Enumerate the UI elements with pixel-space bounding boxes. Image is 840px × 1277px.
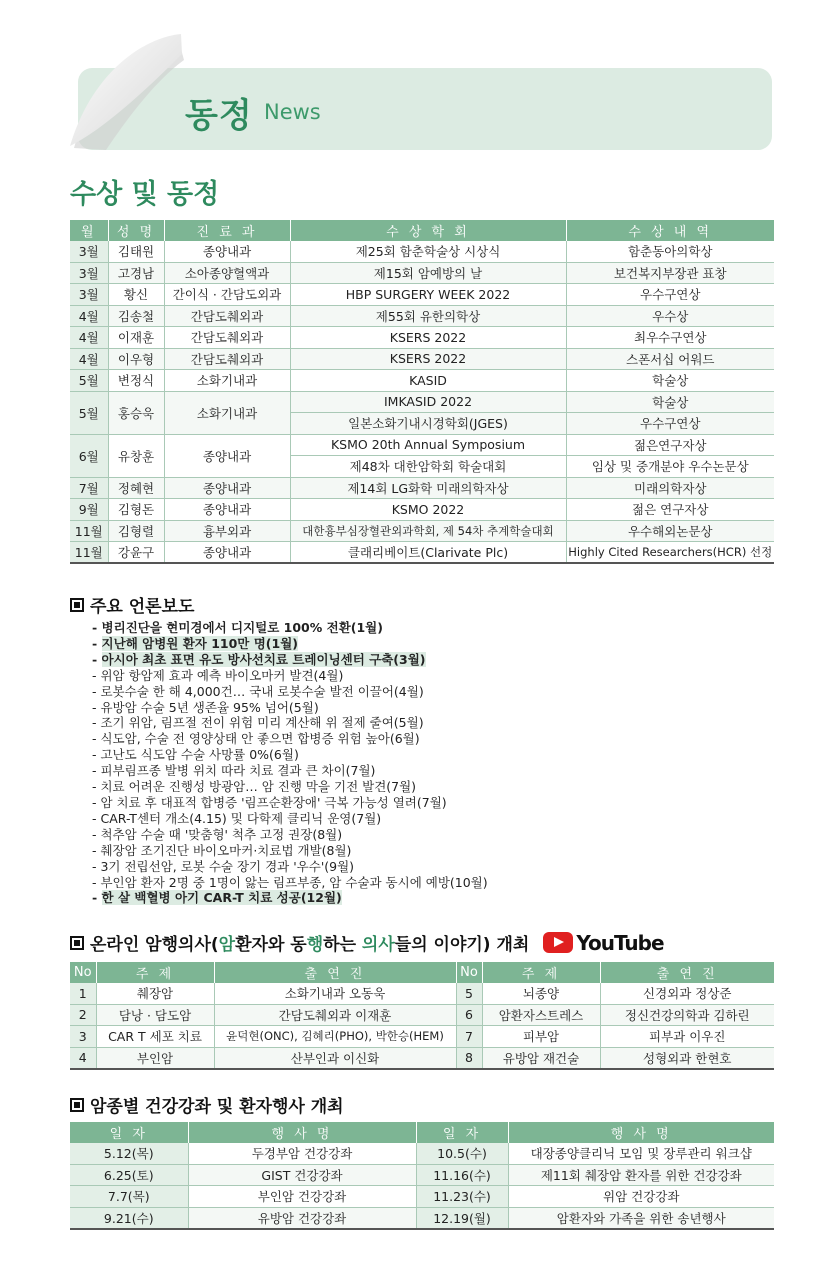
dept-cell: 종양내과 — [164, 434, 290, 477]
no-cell: 8 — [456, 1047, 482, 1069]
month-cell: 11월 — [70, 520, 108, 542]
date-cell: 11.23(수) — [416, 1186, 508, 1208]
list-item-text: 조기 위암, 림프절 전이 위험 미리 계산해 위 절제 줄여(5월) — [100, 715, 424, 731]
col-header-no: No — [70, 963, 96, 983]
award-cell: 젊은연구자상 — [566, 434, 774, 456]
month-cell: 7월 — [70, 477, 108, 499]
table-row — [70, 391, 774, 413]
list-item — [92, 795, 792, 811]
list-item — [92, 684, 792, 700]
page-curl-decoration — [66, 30, 196, 152]
table-row — [70, 370, 774, 392]
name-cell: 김형렬 — [108, 520, 164, 542]
month-cell: 4월 — [70, 305, 108, 327]
table-row — [70, 1143, 774, 1165]
dept-cell: 소화기내과 — [164, 370, 290, 392]
event-cell: GIST 건강강좌 — [188, 1164, 416, 1186]
society-cell: 제15회 암예방의 날 — [290, 262, 566, 284]
name-cell: 황신 — [108, 284, 164, 306]
award-cell: 최우수구연상 — [566, 327, 774, 349]
month-cell: 3월 — [70, 284, 108, 306]
award-cell: 우수해외논문상 — [566, 520, 774, 542]
society-cell: IMKASID 2022 — [290, 391, 566, 413]
col-header-no: No — [456, 963, 482, 983]
name-cell: 이재훈 — [108, 327, 164, 349]
table-row — [70, 520, 774, 542]
table-row — [70, 1026, 774, 1048]
list-item — [92, 843, 792, 859]
award-cell: Highly Cited Researchers(HCR) 선정 — [566, 542, 774, 564]
list-item-text: 위암 항암제 효과 예측 바이오마커 발견(4월) — [100, 667, 344, 683]
month-cell: 4월 — [70, 348, 108, 370]
col-header-date: 일 자 — [416, 1123, 508, 1143]
month-cell: 4월 — [70, 327, 108, 349]
name-cell: 홍승욱 — [108, 391, 164, 434]
banner-subtitle: News — [264, 100, 321, 124]
online-title-text — [90, 930, 529, 955]
list-item-text: 식도암, 수술 전 영양상태 안 좋으면 합병증 위험 높아(6월) — [100, 731, 420, 747]
society-cell: 제48차 대한암학회 학술대회 — [290, 456, 566, 478]
topic-cell: CAR T 세포 치료 — [96, 1026, 214, 1048]
list-item-text: 치료 어려운 진행성 방광암… 암 진행 막을 기전 발견(7월) — [100, 779, 417, 795]
table-row — [70, 983, 774, 1005]
table-row — [70, 348, 774, 370]
month-cell: 5월 — [70, 391, 108, 434]
list-item — [92, 875, 792, 891]
award-cell: 학술상 — [566, 370, 774, 392]
cast-cell: 윤덕현(ONC), 김혜리(PHO), 박한승(HEM) — [214, 1026, 456, 1048]
dept-cell: 간담도췌외과 — [164, 327, 290, 349]
no-cell: 7 — [456, 1026, 482, 1048]
society-cell: HBP SURGERY WEEK 2022 — [290, 284, 566, 306]
list-item-text: 췌장암 조기진단 바이오마커·치료법 개발(8월) — [100, 842, 352, 858]
topic-cell: 췌장암 — [96, 983, 214, 1005]
list-item-text: 부인암 환자 2명 중 1명이 앓는 림프부종, 암 수술과 동시에 예방(10월) — [100, 874, 488, 890]
title-part-highlight: 행 — [306, 935, 324, 955]
square-bullet-icon — [70, 1098, 84, 1112]
society-cell: KSERS 2022 — [290, 327, 566, 349]
society-cell: KSERS 2022 — [290, 348, 566, 370]
list-item — [92, 763, 792, 779]
list-item — [92, 668, 792, 684]
event-cell: 유방암 건강강좌 — [188, 1207, 416, 1229]
month-cell: 3월 — [70, 241, 108, 263]
name-cell: 변정식 — [108, 370, 164, 392]
col-header-award: 수 상 내 역 — [566, 221, 774, 241]
dept-cell: 종양내과 — [164, 241, 290, 263]
list-item — [92, 652, 792, 668]
press-list — [92, 620, 792, 906]
dept-cell: 소아종양혈액과 — [164, 262, 290, 284]
society-cell: 제55회 유한의학상 — [290, 305, 566, 327]
name-cell: 강윤구 — [108, 542, 164, 564]
lectures-title-text: 암종별 건강강좌 및 환자행사 개최 — [90, 1097, 344, 1117]
month-cell: 6월 — [70, 434, 108, 477]
col-header-cast: 출 연 진 — [214, 963, 456, 983]
awards-header-row — [70, 221, 774, 241]
date-cell: 7.7(목) — [70, 1186, 188, 1208]
society-cell: KASID — [290, 370, 566, 392]
table-row — [70, 262, 774, 284]
title-part: 들의 이야기) 개최 — [394, 935, 530, 955]
date-cell: 10.5(수) — [416, 1143, 508, 1165]
topic-cell: 유방암 재건술 — [482, 1047, 600, 1069]
society-cell: KSMO 2022 — [290, 499, 566, 521]
dept-cell: 종양내과 — [164, 542, 290, 564]
lectures-table — [70, 1122, 774, 1230]
col-header-cast: 출 연 진 — [600, 963, 774, 983]
award-cell: 우수구연상 — [566, 284, 774, 306]
list-item-text: 척추암 수술 때 '맞춤형' 척추 고정 권장(8월) — [100, 826, 343, 842]
table-row — [70, 477, 774, 499]
table-row — [70, 499, 774, 521]
month-cell: 9월 — [70, 499, 108, 521]
banner-title: 동정 — [185, 96, 253, 136]
online-header-row — [70, 963, 774, 983]
press-title-text: 주요 언론보도 — [90, 597, 195, 617]
no-cell: 4 — [70, 1047, 96, 1069]
dept-cell: 흉부외과 — [164, 520, 290, 542]
date-cell: 9.21(수) — [70, 1207, 188, 1229]
no-cell: 6 — [456, 1004, 482, 1026]
table-row — [70, 542, 774, 564]
list-item-text: 지난해 암병원 환자 110만 명(1월) — [101, 635, 298, 651]
list-item — [92, 731, 792, 747]
event-cell: 부인암 건강강좌 — [188, 1186, 416, 1208]
col-header-date: 일 자 — [70, 1123, 188, 1143]
youtube-logo — [543, 931, 663, 955]
list-item — [92, 859, 792, 875]
list-item-text: 유방암 수술 5년 생존율 95% 넘어(5월) — [100, 699, 319, 715]
name-cell: 유창훈 — [108, 434, 164, 477]
list-item — [92, 779, 792, 795]
table-row — [70, 327, 774, 349]
table-row — [70, 284, 774, 306]
cast-cell: 간담도췌외과 이재훈 — [214, 1004, 456, 1026]
name-cell: 김태원 — [108, 241, 164, 263]
square-bullet-icon — [70, 936, 84, 950]
no-cell: 3 — [70, 1026, 96, 1048]
list-item-text: 아시아 최초 표면 유도 방사선치료 트레이닝센터 구축(3월) — [101, 651, 426, 667]
list-item-text: 고난도 식도암 수술 사망률 0%(6월) — [100, 747, 299, 763]
event-cell: 두경부암 건강강좌 — [188, 1143, 416, 1165]
topic-cell: 부인암 — [96, 1047, 214, 1069]
youtube-play-icon — [543, 932, 573, 953]
title-part: 온라인 암행의사( — [90, 935, 219, 955]
list-item-text: 한 살 백혈병 아기 CAR-T 치료 성공(12월) — [101, 890, 342, 906]
name-cell: 김형돈 — [108, 499, 164, 521]
event-cell: 제11회 췌장암 환자를 위한 건강강좌 — [508, 1164, 774, 1186]
title-part: 하는 — [323, 935, 362, 955]
dept-cell: 간담도췌외과 — [164, 305, 290, 327]
title-part-highlight: 의사 — [361, 935, 395, 955]
society-cell: 대한흉부심장혈관외과학회, 제 54차 추계학술대회 — [290, 520, 566, 542]
topic-cell: 암환자스트레스 — [482, 1004, 600, 1026]
col-header-society: 수 상 학 회 — [290, 221, 566, 241]
award-cell: 미래의학자상 — [566, 477, 774, 499]
list-item-text: 피부림프종 발병 위치 따라 치료 결과 큰 차이(7월) — [100, 763, 376, 779]
name-cell: 고경남 — [108, 262, 164, 284]
dept-cell: 종양내과 — [164, 477, 290, 499]
table-row — [70, 241, 774, 263]
list-item — [92, 811, 792, 827]
page-title: 수상 및 동정 — [70, 179, 220, 210]
lectures-section-title — [70, 1092, 344, 1117]
society-cell: 제14회 LG화학 미래의학자상 — [290, 477, 566, 499]
list-item — [92, 890, 792, 906]
no-cell: 5 — [456, 983, 482, 1005]
cast-cell: 피부과 이우진 — [600, 1026, 774, 1048]
date-cell: 5.12(목) — [70, 1143, 188, 1165]
col-header-event: 행 사 명 — [188, 1123, 416, 1143]
dept-cell: 간이식 · 간담도외과 — [164, 284, 290, 306]
list-item-text: 암 치료 후 대표적 합병증 '림프순환장애' 극복 가능성 열려(7월) — [100, 794, 447, 810]
awards-table — [70, 220, 774, 564]
award-cell: 보건복지부장관 표창 — [566, 262, 774, 284]
award-cell: 우수상 — [566, 305, 774, 327]
society-cell: 클래리베이트(Clarivate Plc) — [290, 542, 566, 564]
col-header-topic: 주 제 — [96, 963, 214, 983]
dept-cell: 소화기내과 — [164, 391, 290, 434]
society-cell: 일본소화기내시경학회(JGES) — [290, 413, 566, 435]
list-item-text: 3기 전립선암, 로봇 수술 장기 경과 '우수'(9월) — [100, 858, 355, 874]
list-item — [92, 636, 792, 652]
online-table — [70, 962, 774, 1070]
topic-cell: 피부암 — [482, 1026, 600, 1048]
event-cell: 암환자와 가족을 위한 송년행사 — [508, 1207, 774, 1229]
table-row — [70, 1004, 774, 1026]
cast-cell: 신경외과 정상준 — [600, 983, 774, 1005]
table-row — [70, 1047, 774, 1069]
col-header-name: 성 명 — [108, 221, 164, 241]
award-cell: 우수구연상 — [566, 413, 774, 435]
topic-cell: 뇌종양 — [482, 983, 600, 1005]
event-cell: 위암 건강강좌 — [508, 1186, 774, 1208]
col-header-month: 월 — [70, 221, 108, 241]
name-cell: 김송철 — [108, 305, 164, 327]
table-row — [70, 1186, 774, 1208]
award-cell: 스폰서십 어워드 — [566, 348, 774, 370]
society-cell: KSMO 20th Annual Symposium — [290, 434, 566, 456]
topic-cell: 담낭 · 담도암 — [96, 1004, 214, 1026]
society-cell: 제25회 함춘학술상 시상식 — [290, 241, 566, 263]
name-cell: 정혜현 — [108, 477, 164, 499]
list-item — [92, 747, 792, 763]
name-cell: 이우형 — [108, 348, 164, 370]
list-item-text: 병리진단을 현미경에서 디지털로 100% 전환(1월) — [101, 620, 383, 635]
press-section-title — [70, 592, 194, 617]
online-section-title — [70, 930, 664, 955]
table-row — [70, 1207, 774, 1229]
no-cell: 2 — [70, 1004, 96, 1026]
table-row — [70, 305, 774, 327]
table-row — [70, 1164, 774, 1186]
list-item — [92, 620, 792, 636]
square-bullet-icon — [70, 598, 84, 612]
date-cell: 12.19(월) — [416, 1207, 508, 1229]
date-cell: 11.16(수) — [416, 1164, 508, 1186]
event-cell: 대장종양클리닉 모임 및 장루관리 워크샵 — [508, 1143, 774, 1165]
no-cell: 1 — [70, 983, 96, 1005]
title-part-highlight: 암 — [218, 935, 236, 955]
award-cell: 함춘동아의학상 — [566, 241, 774, 263]
youtube-logo-text: YouTube — [576, 930, 664, 955]
dept-cell: 종양내과 — [164, 499, 290, 521]
month-cell: 11월 — [70, 542, 108, 564]
lectures-header-row — [70, 1123, 774, 1143]
award-cell: 임상 및 중개분야 우수논문상 — [566, 456, 774, 478]
month-cell: 5월 — [70, 370, 108, 392]
title-part: 환자와 동 — [235, 935, 307, 955]
date-cell: 6.25(토) — [70, 1164, 188, 1186]
cast-cell: 성형외과 한현호 — [600, 1047, 774, 1069]
col-header-topic: 주 제 — [482, 963, 600, 983]
list-item-text: 로봇수술 한 해 4,000건… 국내 로봇수술 발전 이끌어(4월) — [100, 683, 424, 699]
dept-cell: 간담도췌외과 — [164, 348, 290, 370]
month-cell: 3월 — [70, 262, 108, 284]
list-item — [92, 715, 792, 731]
table-row — [70, 434, 774, 456]
cast-cell: 산부인과 이신화 — [214, 1047, 456, 1069]
list-item-text: CAR-T센터 개소(4.15) 및 다학제 클리닉 운영(7월) — [100, 810, 382, 826]
list-item — [92, 700, 792, 716]
cast-cell: 소화기내과 오동욱 — [214, 983, 456, 1005]
list-item — [92, 827, 792, 843]
award-cell: 젊은 연구자상 — [566, 499, 774, 521]
col-header-dept: 진 료 과 — [164, 221, 290, 241]
award-cell: 학술상 — [566, 391, 774, 413]
cast-cell: 정신건강의학과 김하린 — [600, 1004, 774, 1026]
col-header-event: 행 사 명 — [508, 1123, 774, 1143]
